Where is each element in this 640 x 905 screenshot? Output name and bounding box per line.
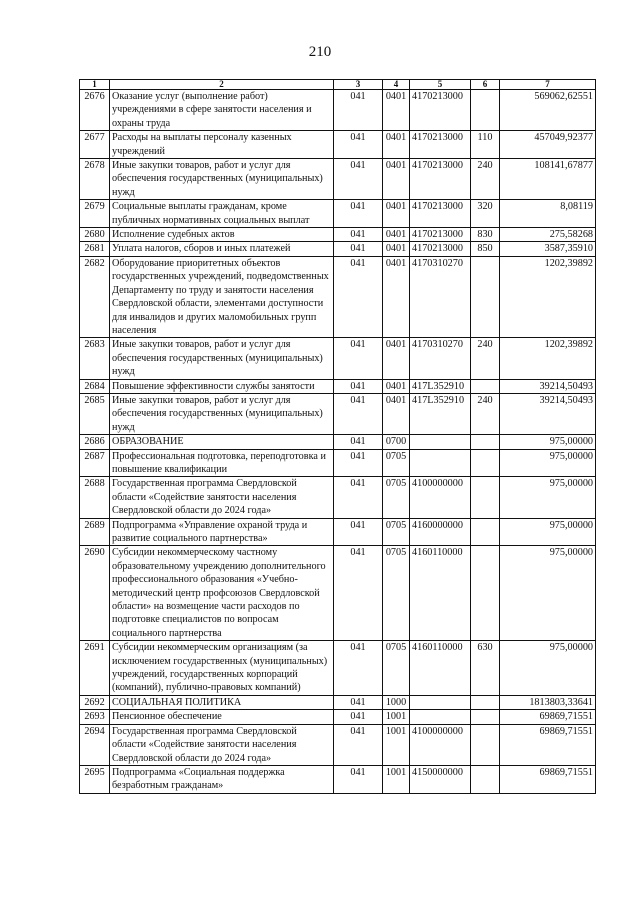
row-number: 2680 — [80, 228, 110, 242]
target-article-code: 4170213000 — [410, 200, 471, 228]
table-row — [80, 200, 596, 228]
target-article-code: 4100000000 — [410, 724, 471, 765]
expense-type-code — [471, 449, 500, 477]
row-number: 2691 — [80, 641, 110, 696]
amount: 569062,62551 — [500, 90, 596, 131]
target-article-code: 4170213000 — [410, 159, 471, 200]
header-cell: 1 — [80, 80, 110, 90]
ministry-code: 041 — [334, 393, 383, 434]
table-row — [80, 449, 596, 477]
expense-type-code: 320 — [471, 200, 500, 228]
header-cell: 4 — [383, 80, 410, 90]
table-row — [80, 518, 596, 546]
page-number: 210 — [308, 44, 332, 60]
amount: 975,00000 — [500, 449, 596, 477]
target-article-code — [410, 710, 471, 724]
target-article-code: 417L352910 — [410, 393, 471, 434]
amount: 275,58268 — [500, 228, 596, 242]
expense-name: Субсидии некоммерческому частному образовательному учреждению дополнительного профессионального образования «Учебно-методический центр профсоюзов Свердловской области» на возмещение части расходов по подготовке специалистов по вопросам социального партнерства — [110, 546, 334, 641]
expense-type-code: 240 — [471, 338, 500, 379]
row-number: 2690 — [80, 546, 110, 641]
section-code: 0700 — [383, 435, 410, 449]
expense-type-code — [471, 90, 500, 131]
expense-type-code — [471, 546, 500, 641]
ministry-code: 041 — [334, 710, 383, 724]
table-row — [80, 131, 596, 159]
target-article-code: 4150000000 — [410, 765, 471, 793]
ministry-code: 041 — [334, 477, 383, 518]
table-row — [80, 710, 596, 724]
section-code: 0401 — [383, 131, 410, 159]
target-article-code: 4170213000 — [410, 90, 471, 131]
expense-type-code: 850 — [471, 242, 500, 256]
expense-name: Оборудование приоритетных объектов государственных учреждений, подведомственных Департаменту по труду и занятости населения Свердловской области, элементами доступности для инвалидов и других маломобильных групп населения — [110, 256, 334, 337]
header-cell: 6 — [471, 80, 500, 90]
amount: 39214,50493 — [500, 379, 596, 393]
expense-name: Иные закупки товаров, работ и услуг для обеспечения государственных (муниципальных) нужд — [110, 393, 334, 434]
section-code: 0705 — [383, 477, 410, 518]
expense-type-code — [471, 695, 500, 709]
target-article-code — [410, 435, 471, 449]
expense-type-code — [471, 518, 500, 546]
amount: 1813803,33641 — [500, 695, 596, 709]
expense-type-code — [471, 256, 500, 337]
header-cell: 7 — [500, 80, 596, 90]
header-cell: 2 — [110, 80, 334, 90]
expense-name: Расходы на выплаты персоналу казенных учреждений — [110, 131, 334, 159]
target-article-code: 4170310270 — [410, 338, 471, 379]
amount: 1202,39892 — [500, 256, 596, 337]
section-code: 1001 — [383, 724, 410, 765]
target-article-code: 4170213000 — [410, 131, 471, 159]
target-article-code: 4170213000 — [410, 228, 471, 242]
target-article-code: 4170310270 — [410, 256, 471, 337]
section-code: 0705 — [383, 641, 410, 696]
table-row — [80, 90, 596, 131]
expense-type-code — [471, 710, 500, 724]
section-code: 0401 — [383, 159, 410, 200]
table-row — [80, 435, 596, 449]
amount: 975,00000 — [500, 477, 596, 518]
ministry-code: 041 — [334, 435, 383, 449]
target-article-code: 417L352910 — [410, 379, 471, 393]
table-row — [80, 242, 596, 256]
section-code: 0401 — [383, 379, 410, 393]
expense-name: ОБРАЗОВАНИЕ — [110, 435, 334, 449]
amount: 975,00000 — [500, 518, 596, 546]
budget-table — [79, 79, 596, 794]
ministry-code: 041 — [334, 765, 383, 793]
row-number: 2685 — [80, 393, 110, 434]
target-article-code: 4170213000 — [410, 242, 471, 256]
expense-type-code — [471, 379, 500, 393]
row-number: 2684 — [80, 379, 110, 393]
table-row — [80, 338, 596, 379]
header-cell: 3 — [334, 80, 383, 90]
row-number: 2686 — [80, 435, 110, 449]
expense-name: Иные закупки товаров, работ и услуг для обеспечения государственных (муниципальных) нужд — [110, 338, 334, 379]
row-number: 2683 — [80, 338, 110, 379]
target-article-code: 4100000000 — [410, 477, 471, 518]
amount: 1202,39892 — [500, 338, 596, 379]
table-row — [80, 546, 596, 641]
amount: 975,00000 — [500, 641, 596, 696]
section-code: 0705 — [383, 518, 410, 546]
expense-name: Профессиональная подготовка, переподготовка и повышение квалификации — [110, 449, 334, 477]
row-number: 2676 — [80, 90, 110, 131]
amount: 975,00000 — [500, 546, 596, 641]
amount: 457049,92377 — [500, 131, 596, 159]
table-row — [80, 695, 596, 709]
ministry-code: 041 — [334, 90, 383, 131]
amount: 69869,71551 — [500, 710, 596, 724]
table-row — [80, 765, 596, 793]
ministry-code: 041 — [334, 546, 383, 641]
expense-type-code: 830 — [471, 228, 500, 242]
row-number: 2694 — [80, 724, 110, 765]
table-row — [80, 228, 596, 242]
ministry-code: 041 — [334, 159, 383, 200]
expense-name: Уплата налогов, сборов и иных платежей — [110, 242, 334, 256]
table-row — [80, 477, 596, 518]
amount: 69869,71551 — [500, 724, 596, 765]
expense-name: Повышение эффективности службы занятости — [110, 379, 334, 393]
row-number: 2677 — [80, 131, 110, 159]
section-code: 1000 — [383, 695, 410, 709]
row-number: 2679 — [80, 200, 110, 228]
target-article-code: 4160110000 — [410, 546, 471, 641]
table-row — [80, 159, 596, 200]
table-row — [80, 256, 596, 337]
section-code: 0401 — [383, 256, 410, 337]
ministry-code: 041 — [334, 256, 383, 337]
section-code: 0401 — [383, 200, 410, 228]
expense-name: Подпрограмма «Управление охраной труда и развитие социального партнерства» — [110, 518, 334, 546]
ministry-code: 041 — [334, 518, 383, 546]
amount: 3587,35910 — [500, 242, 596, 256]
header-cell: 5 — [410, 80, 471, 90]
section-code: 0705 — [383, 546, 410, 641]
expense-name: Иные закупки товаров, работ и услуг для обеспечения государственных (муниципальных) нужд — [110, 159, 334, 200]
table-row — [80, 393, 596, 434]
expense-type-code: 240 — [471, 393, 500, 434]
expense-name: Социальные выплаты гражданам, кроме публичных нормативных социальных выплат — [110, 200, 334, 228]
amount: 975,00000 — [500, 435, 596, 449]
expense-type-code — [471, 435, 500, 449]
ministry-code: 041 — [334, 242, 383, 256]
row-number: 2695 — [80, 765, 110, 793]
section-code: 1001 — [383, 765, 410, 793]
section-code: 0401 — [383, 228, 410, 242]
amount: 108141,67877 — [500, 159, 596, 200]
section-code: 0401 — [383, 393, 410, 434]
ministry-code: 041 — [334, 449, 383, 477]
section-code: 0401 — [383, 338, 410, 379]
ministry-code: 041 — [334, 724, 383, 765]
expense-type-code — [471, 477, 500, 518]
row-number: 2687 — [80, 449, 110, 477]
row-number: 2681 — [80, 242, 110, 256]
expense-name: Государственная программа Свердловской области «Содействие занятости населения Свердловской области до 2024 года» — [110, 724, 334, 765]
expense-name: СОЦИАЛЬНАЯ ПОЛИТИКА — [110, 695, 334, 709]
ministry-code: 041 — [334, 228, 383, 242]
header-row — [80, 80, 596, 90]
target-article-code: 4160110000 — [410, 641, 471, 696]
expense-type-code: 240 — [471, 159, 500, 200]
expense-type-code: 630 — [471, 641, 500, 696]
row-number: 2682 — [80, 256, 110, 337]
row-number: 2693 — [80, 710, 110, 724]
expense-type-code: 110 — [471, 131, 500, 159]
table-row — [80, 724, 596, 765]
ministry-code: 041 — [334, 200, 383, 228]
target-article-code: 4160000000 — [410, 518, 471, 546]
ministry-code: 041 — [334, 338, 383, 379]
row-number: 2692 — [80, 695, 110, 709]
expense-type-code — [471, 765, 500, 793]
ministry-code: 041 — [334, 641, 383, 696]
target-article-code — [410, 449, 471, 477]
row-number: 2678 — [80, 159, 110, 200]
row-number: 2688 — [80, 477, 110, 518]
amount: 8,08119 — [500, 200, 596, 228]
amount: 69869,71551 — [500, 765, 596, 793]
expense-name: Пенсионное обеспечение — [110, 710, 334, 724]
expense-name: Государственная программа Свердловской области «Содействие занятости населения Свердловской области до 2024 года» — [110, 477, 334, 518]
expense-name: Оказание услуг (выполнение работ) учреждениями в сфере занятости населения и охраны труда — [110, 90, 334, 131]
expense-name: Субсидии некоммерческим организациям (за исключением государственных (муниципальных) учреждений, государственных корпораций (компаний), публично-правовых компаний) — [110, 641, 334, 696]
ministry-code: 041 — [334, 379, 383, 393]
table-row — [80, 379, 596, 393]
amount: 39214,50493 — [500, 393, 596, 434]
section-code: 0401 — [383, 242, 410, 256]
target-article-code — [410, 695, 471, 709]
expense-name: Исполнение судебных актов — [110, 228, 334, 242]
expense-type-code — [471, 724, 500, 765]
ministry-code: 041 — [334, 695, 383, 709]
row-number: 2689 — [80, 518, 110, 546]
expense-name: Подпрограмма «Социальная поддержка безработным гражданам» — [110, 765, 334, 793]
ministry-code: 041 — [334, 131, 383, 159]
section-code: 0705 — [383, 449, 410, 477]
table-row — [80, 641, 596, 696]
section-code: 1001 — [383, 710, 410, 724]
section-code: 0401 — [383, 90, 410, 131]
